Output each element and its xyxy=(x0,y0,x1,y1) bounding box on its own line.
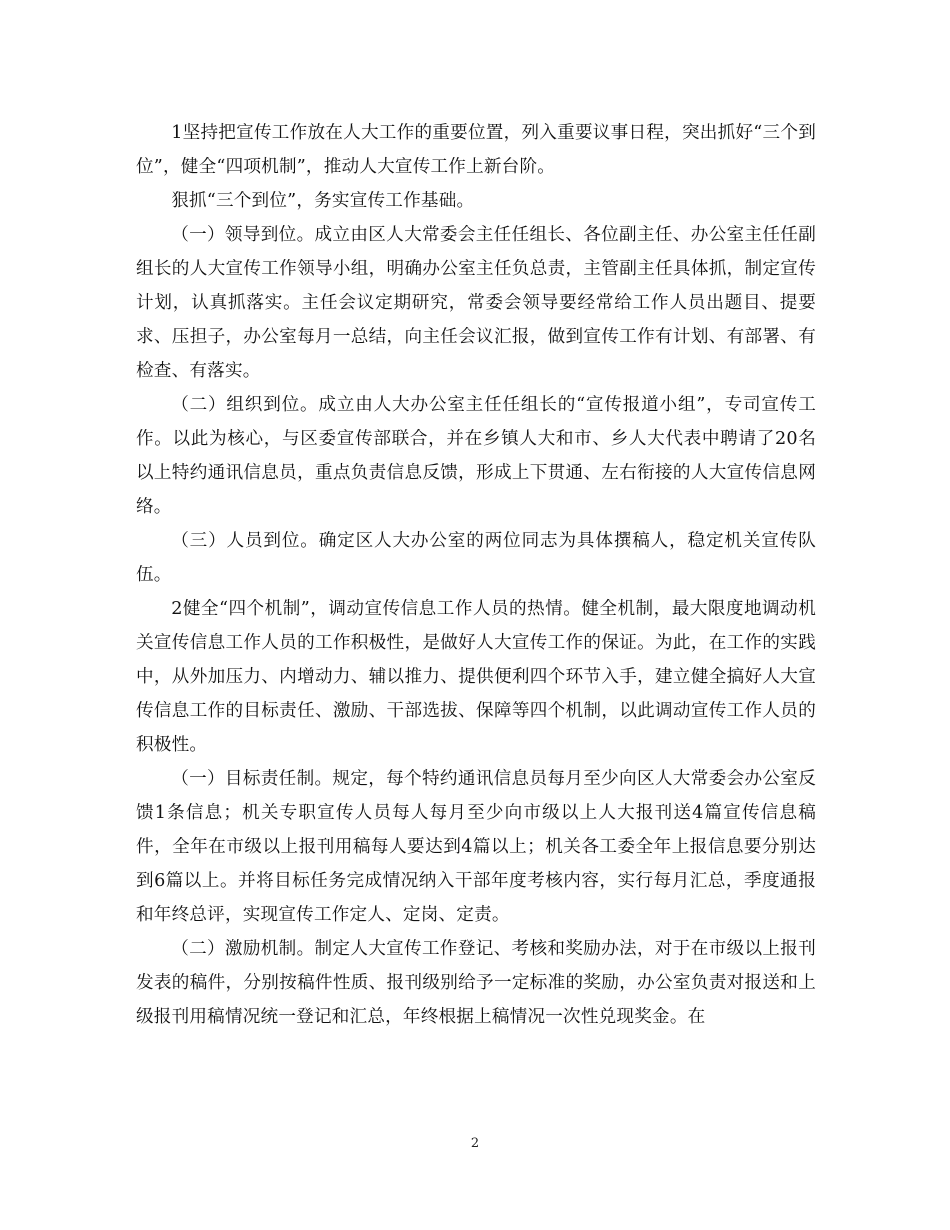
paragraph-7: （一）目标责任制。规定，每个特约通讯信息员每月至少向区人大常委会办公室反馈1条信息；机关专职宣传人员每人每月至少向市级以上人大报刊送4篇宣传信息稿件，全年在市级以上报刊用稿每人要达到4篇以上；机关各工委全年上报信息要分别达到6篇以上。并将目标任务完成情况纳入干部年度考核内容，实行每月汇总，季度通报和年终总评，实现宣传工作定人、定岗、定责。 xyxy=(136,769,816,925)
page-number: 2 xyxy=(470,1136,480,1151)
paragraph-8: （二）激励机制。制定人大宣传工作登记、考核和奖励办法，对于在市级以上报刊发表的稿件，分别按稿件性质、报刊级别给予一定标准的奖励，办公室负责对报送和上级报刊用稿情况统一登记和汇总，年终根据上稿情况一次性兑现奖金。在 xyxy=(136,939,816,1027)
paragraph-2: 狠抓“三个到位”，务实宣传工作基础。 xyxy=(171,191,475,211)
document-body xyxy=(136,116,816,1034)
paragraph-5: （三）人员到位。确定区人大办公室的两位同志为具体撰稿人，稳定机关宣传队伍。 xyxy=(136,531,816,585)
paragraph-1: 1坚持把宣传工作放在人大工作的重要位置，列入重要议事日程，突出抓好“三个到位”，健全“四项机制”，推动人大宣传工作上新台阶。 xyxy=(136,123,816,177)
paragraph-3: （一）领导到位。成立由区人大常委会主任任组长、各位副主任、办公室主任任副组长的人大宣传工作领导小组，明确办公室主任负总责，主管副主任具体抓，制定宣传计划，认真抓落实。主任会议定期研究，常委会领导要经常给工作人员出题目、提要求、压担子，办公室每月一总结，向主任会议汇报，做到宣传工作有计划、有部署、有检查、有落实。 xyxy=(136,225,816,381)
paragraph-6: 2健全“四个机制”，调动宣传信息工作人员的热情。健全机制，最大限度地调动机关宣传信息工作人员的工作积极性，是做好人大宣传工作的保证。为此，在工作的实践中，从外加压力、内增动力、辅以推力、提供便利四个环节入手，建立健全搞好人大宣传信息工作的目标责任、激励、干部选拔、保障等四个机制，以此调动宣传工作人员的积极性。 xyxy=(136,599,816,755)
paragraph-4: （二）组织到位。成立由人大办公室主任任组长的“宣传报道小组”，专司宣传工作。以此为核心，与区委宣传部联合，并在乡镇人大和市、乡人大代表中聘请了20名以上特约通讯信息员，重点负责信息反馈，形成上下贯通、左右衔接的人大宣传信息网络。 xyxy=(136,395,816,517)
